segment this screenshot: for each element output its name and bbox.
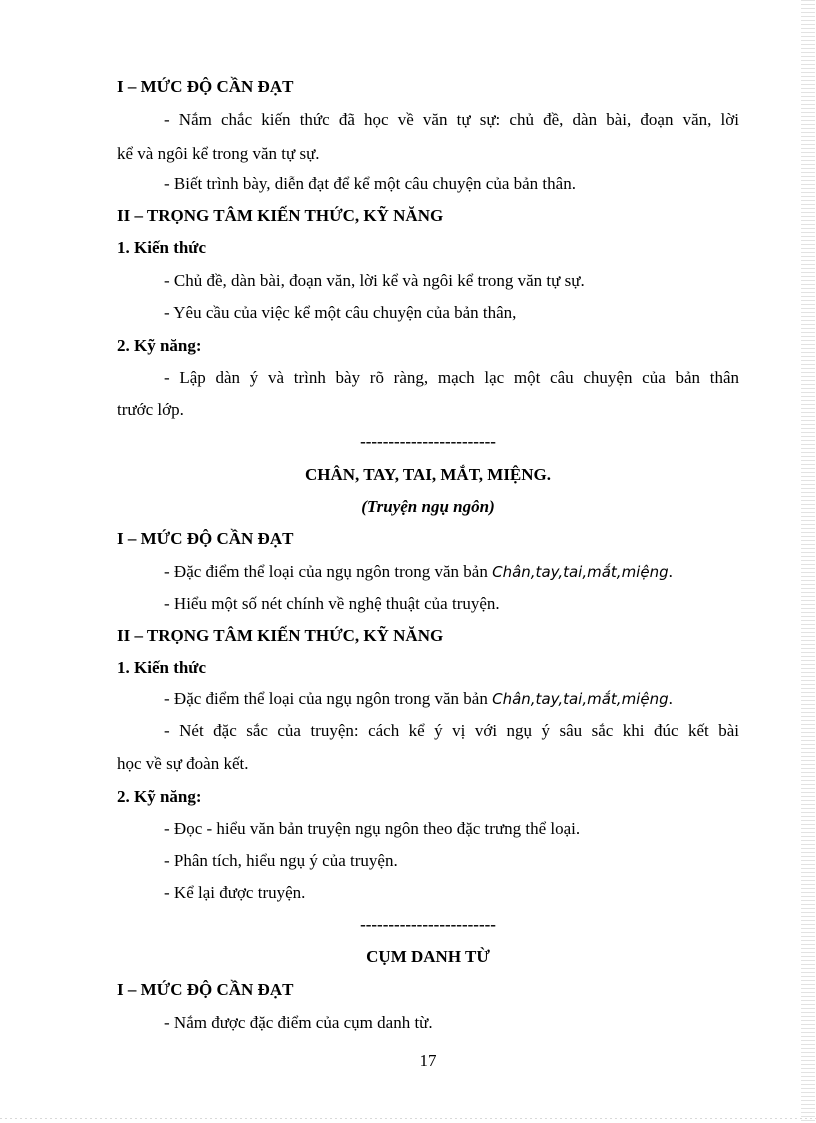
paragraph-line bbox=[164, 561, 673, 583]
text-run: . bbox=[668, 562, 673, 581]
paragraph-line: trước lớp. bbox=[117, 400, 184, 419]
paragraph-line: - Biết trình bày, diễn đạt để kể một câu chuyện của bản thân. bbox=[164, 174, 576, 193]
paragraph-line: - Yêu cầu của việc kể một câu chuyện của bản thân, bbox=[164, 303, 517, 322]
separator: ------------------------ bbox=[360, 915, 496, 934]
section-heading: I – MỨC ĐỘ CẦN ĐẠT bbox=[117, 529, 294, 548]
paragraph-line: - Nét đặc sắc của truyện: cách kể ý vị với ngụ ý sâu sắc khi đúc kết bài bbox=[164, 721, 739, 740]
text-run: . bbox=[668, 689, 673, 708]
text-run: - Đặc điểm thể loại của ngụ ngôn trong văn bản bbox=[164, 562, 493, 581]
paragraph-line: - Hiểu một số nét chính về nghệ thuật của truyện. bbox=[164, 594, 500, 613]
page-number: 17 bbox=[419, 1051, 437, 1070]
lesson-title: CHÂN, TAY, TAI, MẮT, MIỆNG. bbox=[304, 465, 552, 484]
separator: ------------------------ bbox=[360, 432, 496, 451]
subsection-heading: 2. Kỹ năng: bbox=[117, 336, 202, 355]
section-heading: I – MỨC ĐỘ CẦN ĐẠT bbox=[117, 77, 294, 96]
subsection-heading: 1. Kiến thức bbox=[117, 658, 207, 677]
paragraph-line: - Nắm được đặc điểm của cụm danh từ. bbox=[164, 1013, 433, 1032]
subsection-heading: 2. Kỹ năng: bbox=[117, 787, 202, 806]
lesson-subtitle: (Truyện ngụ ngôn) bbox=[361, 497, 495, 516]
section-heading: II – TRỌNG TÂM KIẾN THỨC, KỸ NĂNG bbox=[117, 626, 444, 645]
text-run-italic: Chân,tay,tai,mắt,miệng bbox=[492, 563, 669, 581]
paragraph-line bbox=[164, 688, 673, 710]
paragraph-line: - Chủ đề, dàn bài, đoạn văn, lời kể và ngôi kể trong văn tự sự. bbox=[164, 271, 585, 290]
paragraph-line: học về sự đoàn kết. bbox=[117, 754, 249, 773]
section-heading: II – TRỌNG TÂM KIẾN THỨC, KỸ NĂNG bbox=[117, 206, 444, 225]
paragraph-line: - Đọc - hiểu văn bản truyện ngụ ngôn theo đặc trưng thể loại. bbox=[164, 819, 581, 838]
subsection-heading: 1. Kiến thức bbox=[117, 238, 207, 257]
page-border-right bbox=[801, 0, 815, 1123]
page-border-bottom bbox=[0, 1118, 816, 1119]
paragraph-line: kể và ngôi kể trong văn tự sự. bbox=[117, 144, 320, 163]
text-run-italic: Chân,tay,tai,mắt,miệng bbox=[492, 690, 669, 708]
paragraph-line: - Nắm chắc kiến thức đã học về văn tự sự: chủ đề, dàn bài, đoạn văn, lời bbox=[164, 110, 739, 129]
paragraph-line: - Phân tích, hiểu ngụ ý của truyện. bbox=[164, 851, 398, 870]
lesson-title: CỤM DANH TỪ bbox=[366, 947, 490, 966]
section-heading: I – MỨC ĐỘ CẦN ĐẠT bbox=[117, 980, 294, 999]
paragraph-line: - Kể lại được truyện. bbox=[164, 883, 306, 902]
paragraph-line: - Lập dàn ý và trình bày rõ ràng, mạch lạc một câu chuyện của bản thân bbox=[164, 368, 739, 387]
text-run: - Đặc điểm thể loại của ngụ ngôn trong văn bản bbox=[164, 689, 493, 708]
